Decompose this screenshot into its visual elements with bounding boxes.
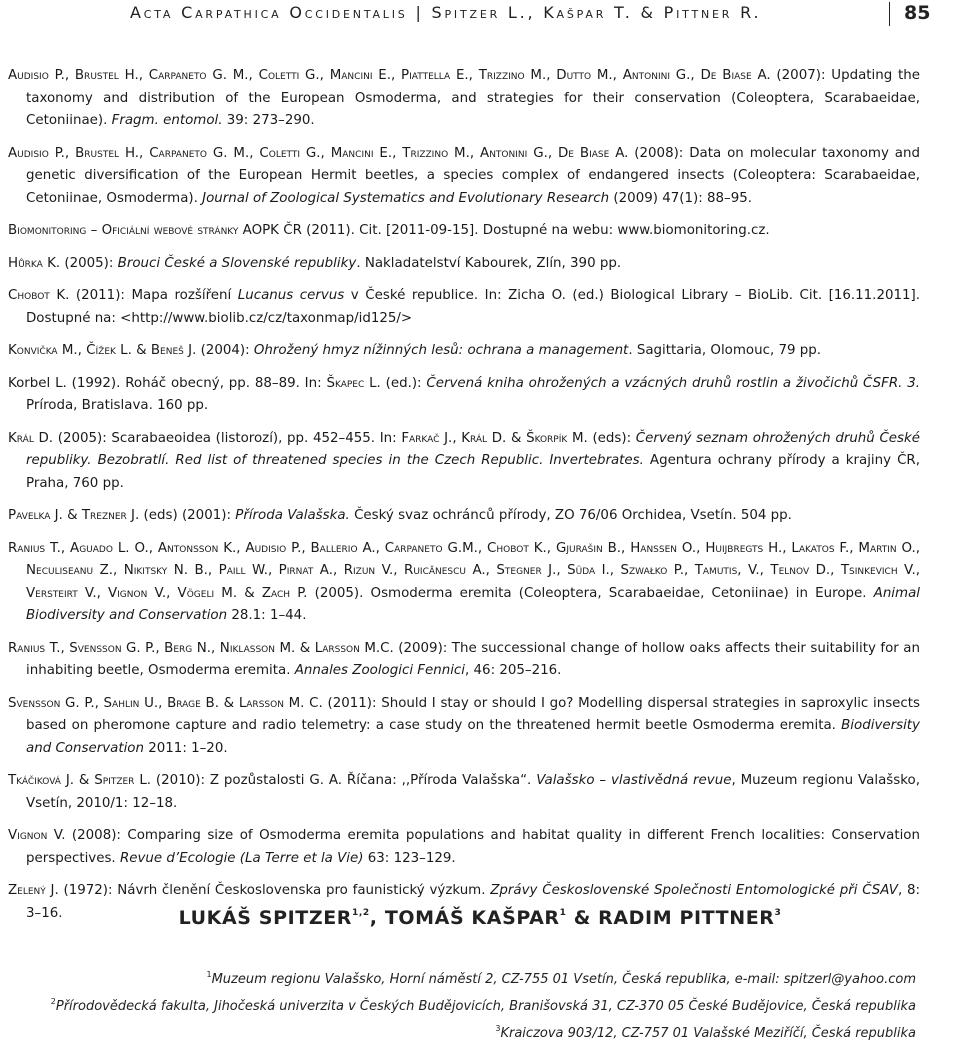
- author-affiliation-mark: 1,2: [352, 908, 370, 918]
- affiliation-text: Muzeum regionu Valašsko, Horní náměstí 2, CZ-755 01 Vsetín, Česká republika, e-mail: spitzerl@yahoo.com: [211, 972, 916, 987]
- reference-entry: [8, 825, 920, 870]
- reference-text: . Nakladatelství Kabourek, Zlín, 390 pp.: [356, 255, 622, 271]
- reference-entry: [8, 253, 920, 276]
- reference-italic-text: Zprávy Československé Společnosti Entomologické při ČSAV: [490, 883, 898, 898]
- reference-italic-text: Červená kniha ohrožených a vzácných druhů rostlin a živočichů ČSFR. 3.: [426, 375, 920, 391]
- reference-italic-text: Revue d’Ecologie (La Terre et la Vie): [119, 850, 364, 866]
- reference-text: (2008): Data on molecular taxonomy and genetic diversification of the European Hermit beetles, a species complex of endangered insects (Coleoptera: Scarabaeidae, Cetoniinae, Osmoderma).: [26, 145, 920, 206]
- reference-italic-text: Valašsko – vlastivědná revue: [536, 773, 732, 788]
- reference-italic-text: Červený seznam ohrožených druhů České republiky. Bezobratlí. Red list of threatened species in the Czech Republic. Invertebrates.: [26, 430, 920, 468]
- reference-list: [8, 65, 920, 935]
- reference-text: . Sagittaria, Olomouc, 79 pp.: [628, 343, 822, 358]
- reference-text: (2005). Osmoderma eremita (Coleoptera, Scarabaeidae, Cetoniinae) in Europe.: [307, 585, 874, 601]
- reference-text: Český svaz ochránců přírody, ZO 76/06 Orchidea, Vsetín. 504 pp.: [349, 508, 792, 523]
- reference-text: v České republice. In: Zicha O. (ed.) Biological Library – BioLib. Cit. [16.11.2011]. Dostupné na: <http://www.biolib.cz/cz/taxonmap/id125/>: [26, 288, 920, 326]
- reference-entry: [8, 538, 920, 628]
- reference-italic-text: Animal Biodiversity and Conservation: [26, 585, 920, 623]
- author-name: , TOMÁŠ KAŠPAR: [369, 907, 560, 929]
- reference-text: Agentura ochrany přírody a krajiny ČR, Praha, 760 pp.: [26, 453, 920, 491]
- reference-entry: [8, 770, 920, 815]
- affiliation-text: Přírodovědecká fakulta, Jihočeská univerzita v Českých Budějovicích, Branišovská 31, CZ-370 05 České Budějovice, Česká republika: [55, 999, 916, 1014]
- reference-entry: [8, 65, 920, 133]
- reference-authors: Biomonitoring – Oficiální webové stránky AOPK ČR: [8, 223, 302, 238]
- reference-text: (2009) 47(1): 88–95.: [609, 190, 753, 206]
- reference-authors: Pavelka J. & Trezner J.: [8, 508, 140, 523]
- author-affiliation-mark: 3: [774, 908, 782, 918]
- reference-authors: Král D.: [8, 430, 54, 446]
- reference-text: (eds):: [587, 430, 636, 446]
- reference-entry: [8, 220, 920, 243]
- reference-text: , 46: 205–216.: [465, 663, 562, 678]
- reference-entry: [8, 693, 920, 761]
- reference-text: 28.1: 1–44.: [227, 608, 307, 623]
- reference-text: (eds) (2001):: [139, 508, 236, 523]
- affiliation-1: [207, 970, 917, 987]
- reference-text: (2005):: [60, 255, 118, 271]
- reference-text: , Muzeum regionu Valašsko, Vsetín, 2010/1: 12–18.: [26, 773, 920, 811]
- reference-italic-text: Annales Zoologici Fennici: [294, 663, 466, 678]
- reference-text: (2004):: [196, 343, 254, 358]
- reference-text: (2011): Should I stay or should I go? Modelling dispersal strategies in saproxylic insects based on pheromone capture and radio telemetry: a case study on the threatened hermit beetle Osmoderma eremita.: [26, 695, 921, 733]
- reference-text: (ed.):: [380, 375, 427, 391]
- reference-authors: Farkač J., Král D. & Škorpík M.: [401, 430, 588, 446]
- reference-text: (2008): Comparing size of Osmoderma eremita populations and habitat quality in different French localities: Conservation perspectives.: [26, 828, 920, 866]
- reference-italic-text: Příroda Valašska.: [235, 508, 350, 523]
- reference-text: , 8: 3–16.: [26, 883, 920, 921]
- affiliation-number: 1: [206, 970, 212, 979]
- reference-authors: Audisio P., Brustel H., Carpaneto G. M., Coletti G., Mancini E., Trizzino M., Antonini G., De Biase A.: [8, 145, 629, 161]
- reference-text: (2011). Cit. [2011-09-15]. Dostupné na webu: www.biomonitoring.cz.: [301, 223, 770, 238]
- reference-entry: [8, 638, 920, 683]
- affiliation-text: Kraiczova 903/12, CZ-757 01 Valašské Meziříčí, Česká republika: [500, 1026, 916, 1041]
- reference-authors: Ranius T., Aguado L. O., Antonsson K., Audisio P., Ballerio A., Carpaneto G.M., Chobot K., Gjurašin B., Hanssen O., Huijbregts H., Lakatos F., Martin O., Neculiseanu Z., Nikitsky N. B., Paill W., Pirnat A., Rizun V., Ruicănescu A., Stegner J., Süda I., Szwałko P., Tamutis, V., Telnov D., Tsinkevich V., Versteirt V., Vignon V., Vögeli M. & Zach P.: [8, 540, 920, 601]
- affiliation-number: 3: [495, 1024, 501, 1033]
- reference-text: (2007): Updating the taxonomy and distribution of the European Osmoderma, and strategies for their conservation (Coleoptera, Scarabaeidae, Cetoniinae).: [26, 68, 921, 128]
- author-name: LUKÁŠ SPITZER: [178, 907, 353, 929]
- reference-text: 2011: 1–20.: [143, 740, 228, 756]
- reference-entry: [8, 428, 920, 496]
- reference-text: (2005): Scarabaeoidea (listorozí), pp. 452–455. In:: [53, 430, 402, 446]
- author-affiliation-mark: 1: [559, 908, 567, 918]
- journal-running-title: Acta Carpathica Occidentalis | Spitzer L., Kašpar T. & Pittner R.: [130, 3, 762, 22]
- reference-text: 39: 273–290.: [222, 113, 315, 128]
- reference-text: 63: 123–129.: [363, 850, 456, 866]
- affiliation-3: [495, 1024, 916, 1041]
- reference-authors: Audisio P., Brustel H., Carpaneto G. M., Coletti G., Mancini E., Piattella E., Trizzino M., Dutto M., Antonini G., De Biase A.: [8, 68, 771, 83]
- reference-entry: [8, 340, 920, 363]
- author-name: & RADIM PITTNER: [566, 907, 775, 929]
- reference-text: (2011): Mapa rozšíření: [69, 288, 238, 303]
- reference-authors: Tkáčiková J. & Spitzer L.: [8, 773, 152, 788]
- reference-italic-text: Lucanus cervus: [237, 288, 345, 303]
- reference-authors: Zelený J.: [8, 883, 59, 898]
- reference-italic-text: Fragm. entomol.: [111, 113, 223, 128]
- header-divider: [889, 2, 890, 26]
- reference-authors: Škapec L.: [326, 375, 381, 391]
- reference-authors: Hůrka K.: [8, 255, 61, 271]
- reference-entry: [8, 285, 920, 330]
- page-number: 85: [904, 2, 931, 24]
- reference-authors: Chobot K.: [8, 288, 70, 303]
- affiliation-2: [51, 997, 916, 1014]
- reference-italic-text: Biodiversity and Conservation: [26, 718, 920, 756]
- reference-entry: [8, 505, 920, 528]
- running-header: [0, 0, 960, 30]
- reference-text: (1972): Návrh členění Československa pro faunistický výzkum.: [58, 883, 491, 898]
- reference-entry: [8, 373, 920, 418]
- reference-authors: Svensson G. P., Sahlin U., Brage B. & Larsson M. C.: [8, 695, 323, 711]
- reference-italic-text: Brouci České a Slovenské republiky: [117, 255, 357, 271]
- reference-italic-text: Journal of Zoological Systematics and Evolutionary Research: [202, 190, 610, 206]
- reference-italic-text: Ohrožený hmyz nížinných lesů: ochrana a management: [253, 343, 629, 358]
- reference-authors: Konvička M., Čížek L. & Beneš J.: [8, 343, 197, 358]
- reference-text: Príroda, Bratislava. 160 pp.: [26, 398, 209, 413]
- affiliation-number: 2: [50, 997, 56, 1006]
- reference-authors: Vignon V.: [8, 828, 66, 843]
- reference-authors: Ranius T., Svensson G. P., Berg N., Niklasson M. & Larsson M.C.: [8, 640, 394, 656]
- reference-text: (2010): Z pozůstalosti G. A. Říčana: ,,Příroda Valašska“.: [151, 773, 537, 788]
- reference-text: (2009): The successional change of hollow oaks affects their suitability for an inhabiting beetle, Osmoderma eremita.: [26, 640, 920, 678]
- authors-line: [0, 907, 960, 929]
- reference-text: Korbel L. (1992). Roháč obecný, pp. 88–89. In:: [8, 375, 327, 391]
- reference-entry: [8, 143, 920, 211]
